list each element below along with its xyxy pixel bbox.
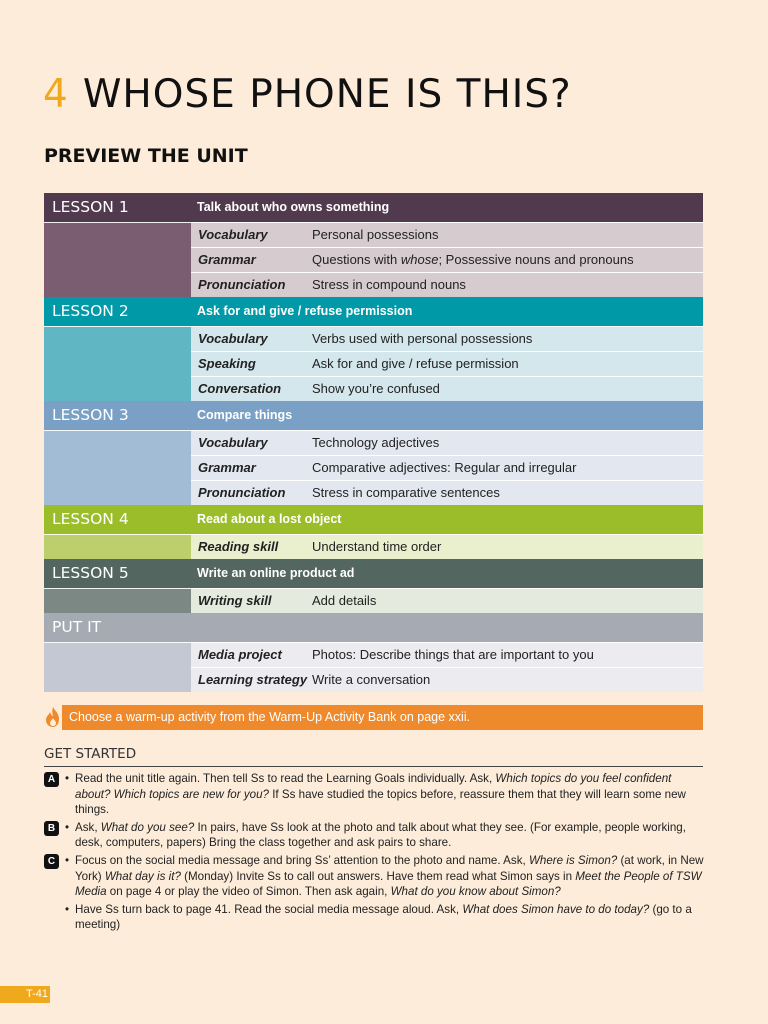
skill-label: Vocabulary <box>198 331 268 346</box>
lesson-body <box>44 222 703 297</box>
skill-description: Questions with whose; Possessive nouns and pronouns <box>312 252 634 267</box>
skill-description: Photos: Describe things that are important to you <box>312 647 594 662</box>
skill-description: Show you’re confused <box>312 381 440 396</box>
lesson-title: Read about a lost object <box>197 512 342 526</box>
unit-title-text: WHOSE PHONE IS THIS? <box>82 72 572 117</box>
lesson-label: LESSON 5 <box>52 564 129 582</box>
skill-description: Comparative adjectives: Regular and irregular <box>312 460 577 475</box>
skill-description: Add details <box>312 593 377 608</box>
lesson-2 <box>44 297 703 401</box>
skill-description: Technology adjectives <box>312 435 440 450</box>
skill-label: Pronunciation <box>198 277 286 292</box>
unit-number: 4 <box>43 72 69 117</box>
skill-label: Conversation <box>198 381 282 396</box>
flame-icon <box>44 706 62 728</box>
lesson-title: Talk about who owns something <box>197 200 390 214</box>
step-item <box>44 820 707 851</box>
skill-label: Speaking <box>198 356 256 371</box>
lesson-row <box>191 642 703 667</box>
lesson-row <box>191 222 703 247</box>
lesson-label: LESSON 1 <box>52 198 129 216</box>
lesson-body <box>44 588 703 613</box>
lesson-row <box>191 430 703 455</box>
lesson-body <box>44 430 703 505</box>
lesson-swatch <box>44 222 191 297</box>
unit-title <box>43 72 572 117</box>
skill-description: Write a conversation <box>312 672 431 687</box>
lesson-row <box>191 376 703 401</box>
step-badge: B <box>44 821 59 836</box>
lesson-swatch <box>44 430 191 505</box>
lesson-row <box>191 667 703 692</box>
step-text: Have Ss turn back to page 41. Read the social media message aloud. Ask, What does Simon have to do today? (go to a meeting) <box>75 902 692 932</box>
step-text: Focus on the social media message and bring Ss’ attention to the photo and name. Ask, Where is Simon? (at work, in New York) What day is it? (Monday) Invite Ss to call out answers. Have them read what Simon says in Meet the People of TSW Media on page 4 or play the video of Simon. Then ask again, What do you know about Simon? <box>75 853 704 899</box>
lesson-body <box>44 642 703 692</box>
lesson-body <box>44 326 703 401</box>
lesson-row <box>191 351 703 376</box>
bullet-icon: • <box>65 820 70 834</box>
lesson-header <box>44 559 703 588</box>
lesson-label: PUT IT <box>52 618 102 636</box>
page-number: T-41 <box>0 986 50 1003</box>
step-item <box>44 902 707 933</box>
lesson-row <box>191 480 703 505</box>
lesson-title: Compare things <box>197 408 293 422</box>
step-item <box>44 771 707 818</box>
skill-description: Verbs used with personal possessions <box>312 331 533 346</box>
lesson-label: LESSON 4 <box>52 510 129 528</box>
step-item <box>44 853 707 900</box>
lesson-table <box>44 193 703 692</box>
lesson-swatch <box>44 534 191 559</box>
skill-label: Reading skill <box>198 539 279 554</box>
lesson-1 <box>44 193 703 297</box>
skill-label: Vocabulary <box>198 227 268 242</box>
lesson-label: LESSON 3 <box>52 406 129 424</box>
warmup-text: Choose a warm-up activity from the Warm-Up Activity Bank on page xxii. <box>62 705 703 730</box>
lesson-title: Write an online product ad <box>197 566 355 580</box>
step-text: Ask, What do you see? In pairs, have Ss look at the photo and talk about what they see. (For example, people working, desk, computers, papers) Bring the class together and ask pairs to share. <box>75 820 686 850</box>
lesson-row <box>191 272 703 297</box>
skill-description: Personal possessions <box>312 227 439 242</box>
lesson-row <box>191 247 703 272</box>
step-badge: A <box>44 772 59 787</box>
lesson-header <box>44 401 703 430</box>
skill-description: Understand time order <box>312 539 442 554</box>
bullet-icon: • <box>65 772 70 785</box>
get-started-heading: GET STARTED <box>44 746 703 767</box>
lesson-header <box>44 193 703 222</box>
skill-label: Media project <box>198 647 282 662</box>
lesson-row <box>191 455 703 480</box>
lesson-header <box>44 613 703 642</box>
lesson-row <box>191 588 703 613</box>
warmup-banner <box>44 705 703 730</box>
skill-description: Stress in comparative sentences <box>312 485 500 500</box>
lesson-title: Ask for and give / refuse permission <box>197 304 413 318</box>
bullet-icon: • <box>65 902 70 916</box>
lesson-swatch <box>44 588 191 613</box>
bullet-icon: • <box>65 853 70 867</box>
lesson-5 <box>44 559 703 613</box>
lesson-3 <box>44 401 703 505</box>
skill-label: Grammar <box>198 460 256 475</box>
step-text: Read the unit title again. Then tell Ss to read the Learning Goals individually. Ask, Which topics do you feel confident about? Which topics are new for you? If Ss have studied the topics before, reassure them that they will learn some new things. <box>75 772 686 817</box>
lesson-header <box>44 505 703 534</box>
lesson-header <box>44 297 703 326</box>
skill-label: Writing skill <box>198 593 272 608</box>
lesson-title <box>191 613 703 642</box>
put-it-together <box>44 613 703 692</box>
lesson-body <box>44 534 703 559</box>
lesson-swatch <box>44 326 191 401</box>
skill-label: Grammar <box>198 252 256 267</box>
skill-label: Vocabulary <box>198 435 268 450</box>
lesson-row <box>191 534 703 559</box>
lesson-label: LESSON 2 <box>52 302 129 320</box>
lesson-swatch <box>44 642 191 692</box>
lesson-4 <box>44 505 703 559</box>
skill-description: Stress in compound nouns <box>312 277 466 292</box>
get-started-steps <box>44 771 707 935</box>
skill-label: Pronunciation <box>198 485 286 500</box>
skill-label: Learning strategy <box>198 672 308 687</box>
lesson-row <box>191 326 703 351</box>
preview-heading: PREVIEW THE UNIT <box>44 145 248 167</box>
skill-description: Ask for and give / refuse permission <box>312 356 519 371</box>
step-badge: C <box>44 854 59 869</box>
